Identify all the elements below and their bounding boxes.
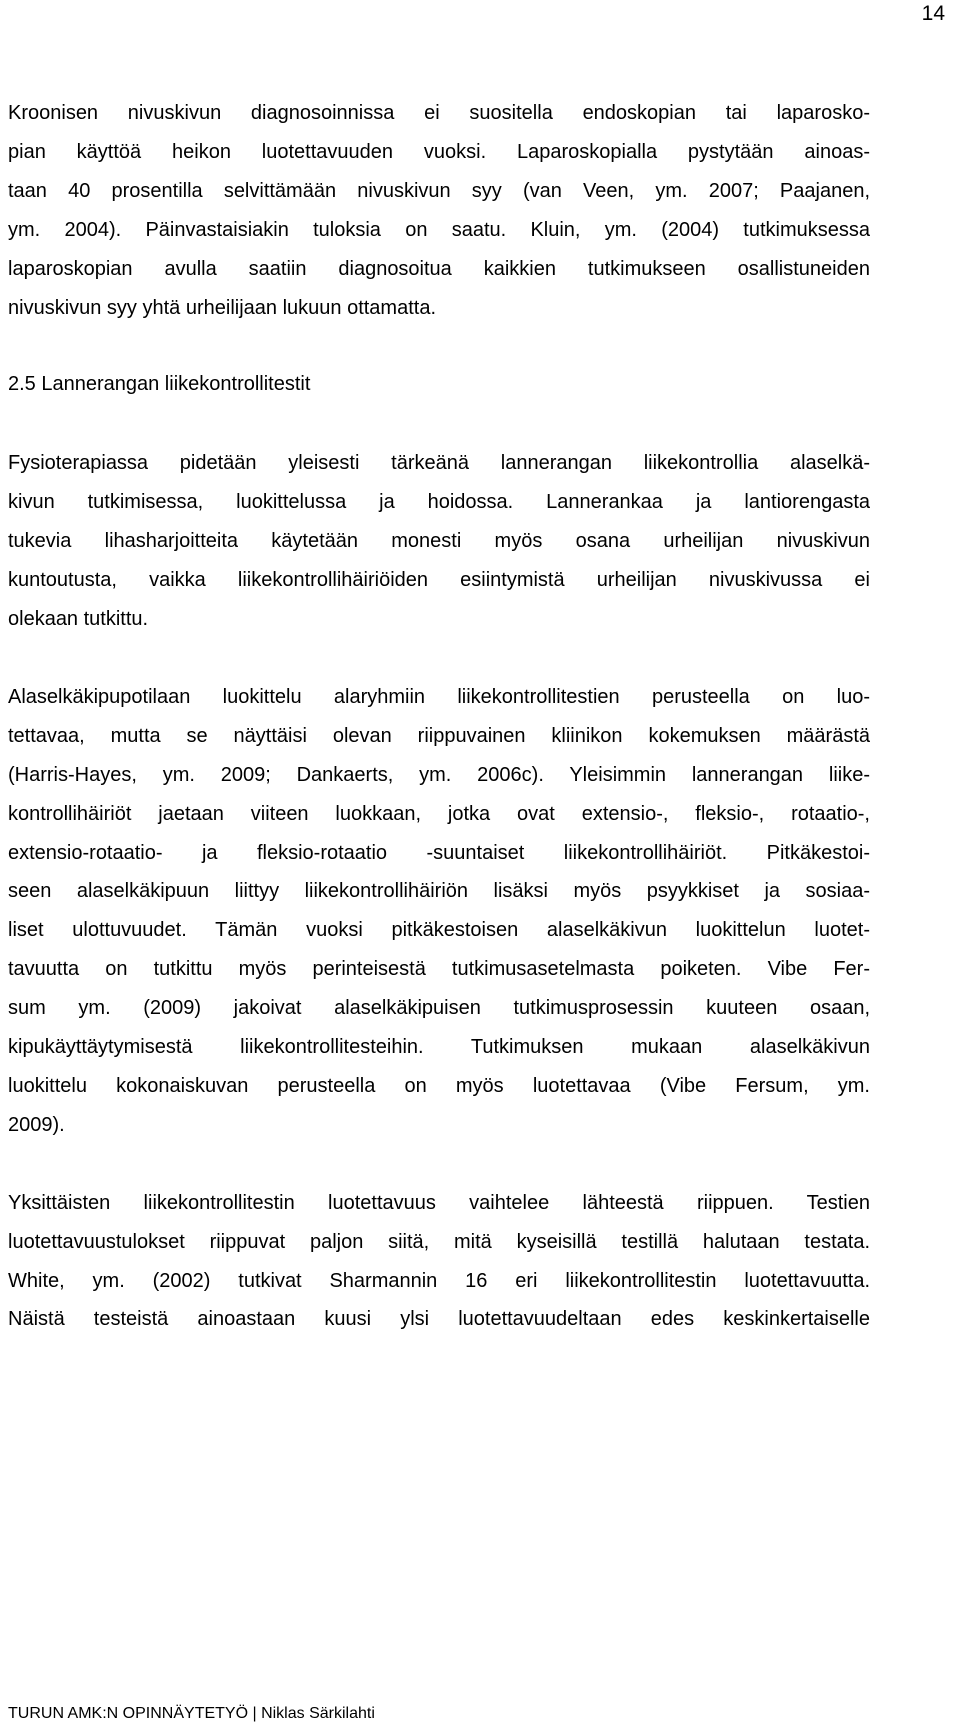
text-line: Kroonisen nivuskivun diagnosoinnissa ei suositella endoskopian tai laparosko- <box>8 102 870 124</box>
text-line: (Harris-Hayes, ym. 2009; Dankaerts, ym. 2006c). Yleisimmin lannerangan liike- <box>8 763 870 786</box>
paragraph-2 <box>8 444 870 639</box>
text-line: luotettavuustulokset riippuvat paljon siitä, mitä kyseisillä testillä halutaan testata. <box>8 1230 870 1253</box>
text-line: kontrollihäiriöt jaetaan viiteen luokkaan, jotka ovat extensio-, fleksio-, rotaatio-, <box>8 802 870 825</box>
text-line: Fysioterapiassa pidetään yleisesti tärkeänä lannerangan liikekontrollia alaselkä- <box>8 452 870 475</box>
text-line: Yksittäisten liikekontrollitestin luotettavuus vaihtelee lähteestä riippuen. Testien <box>8 1191 870 1214</box>
paragraph-3 <box>8 678 870 1145</box>
text-line: Näistä testeistä ainoastaan kuusi ylsi luotettavuudeltaan edes keskinkertaiselle <box>8 1308 870 1331</box>
page-footer: TURUN AMK:N OPINNÄYTETYÖ | Niklas Särkilahti <box>8 1705 375 1722</box>
text-line: ym. 2004). Päinvastaisiakin tuloksia on saatu. Kluin, ym. (2004) tutkimuksessa <box>8 218 870 241</box>
text-line: sum ym. (2009) jakoivat alaselkäkipuisen tutkimusprosessin kuuteen osaan, <box>8 997 870 1020</box>
text-line: luokittelu kokonaiskuvan perusteella on myös luotettavaa (Vibe Fersum, ym. <box>8 1074 870 1097</box>
text-line: tukevia lihasharjoitteita käytetään monesti myös osana urheilijan nivuskivun <box>8 530 870 553</box>
text-line: taan 40 prosentilla selvittämään nivuskivun syy (van Veen, ym. 2007; Paajanen, <box>8 179 870 202</box>
text-line: tavuutta on tutkittu myös perinteisestä tutkimusasetelmasta poiketen. Vibe Fer- <box>8 958 870 981</box>
page-number: 14 <box>921 2 945 25</box>
text-line: olekaan tutkittu. <box>8 607 149 630</box>
text-line: seen alaselkäkipuun liittyy liikekontrollihäiriön lisäksi myös psyykkiset ja sosiaa- <box>8 880 870 903</box>
text-line: kivun tutkimisessa, luokittelussa ja hoidossa. Lannerankaa ja lantiorengasta <box>8 491 870 514</box>
text-line: kuntoutusta, vaikka liikekontrollihäiriöiden esiintymistä urheilijan nivuskivussa ei <box>8 569 870 592</box>
text-line: pian käyttöä heikon luotettavuuden vuoksi. Laparoskopialla pystytään ainoas- <box>8 140 870 163</box>
text-line: kipukäyttäytymisestä liikekontrollitesteihin. Tutkimuksen mukaan alaselkäkivun <box>8 1036 870 1059</box>
text-line: tettavaa, mutta se näyttäisi olevan riippuvainen kliinikon kokemuksen määrästä <box>8 724 870 747</box>
text-line: White, ym. (2002) tutkivat Sharmannin 16 eri liikekontrollitestin luotettavuutta. <box>8 1269 870 1292</box>
paragraph-4 <box>8 1184 870 1340</box>
text-line: liset ulottuvuudet. Tämän vuoksi pitkäkestoisen alaselkäkivun luokittelun luotet- <box>8 919 870 942</box>
paragraph-1 <box>8 94 870 327</box>
text-line: laparoskopian avulla saatiin diagnosoitua kaikkien tutkimukseen osallistuneiden <box>8 257 870 280</box>
document-body <box>8 94 870 1339</box>
text-line: extensio-rotaatio- ja fleksio-rotaatio -suuntaiset liikekontrollihäiriöt. Pitkäkestoi- <box>8 841 870 864</box>
text-line: nivuskivun syy yhtä urheilijaan lukuun ottamatta. <box>8 296 437 319</box>
text-line: 2009). <box>8 1113 65 1136</box>
section-heading: 2.5 Lannerangan liikekontrollitestit <box>8 373 311 396</box>
text-line: Alaselkäkipupotilaan luokittelu alaryhmiin liikekontrollitestien perusteella on luo- <box>8 685 870 708</box>
